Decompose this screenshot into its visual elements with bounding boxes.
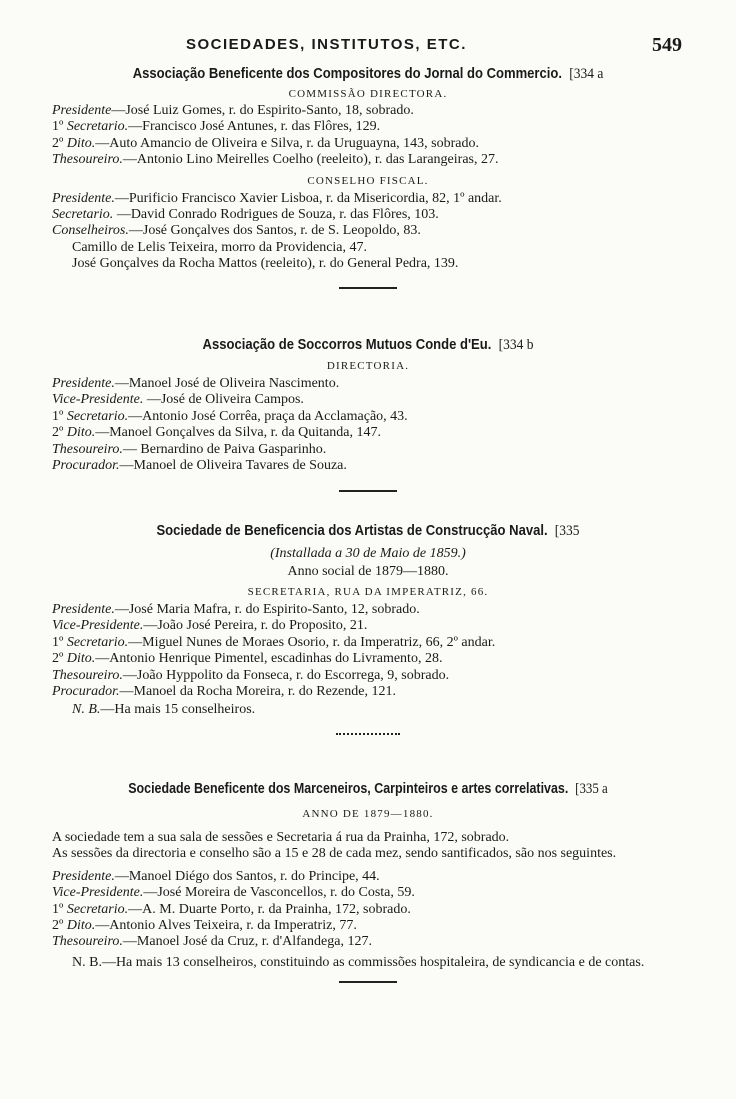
paragraph: As sessões da directoria e conselho são a 15 e 28 de cada mez, sendo santificados, são nos seguintes.: [52, 846, 617, 862]
member-text: José Gonçalves da Rocha Mattos (reeleito), r. do General Pedra, 139.: [72, 256, 459, 272]
social-year: Anno social de 1879—1880.: [287, 564, 449, 579]
member-line: [0, 602, 736, 618]
member-text: —Purificio Francisco Xavier Lisboa, r. da Misericordia, 82, 1º andar.: [114, 190, 502, 206]
role-label: Thesoureiro.: [52, 441, 123, 457]
member-text: —José Gonçalves dos Santos, r. de S. Leopoldo, 83.: [128, 223, 421, 239]
member-line: [0, 458, 736, 474]
role-label: Vice-Presidente.: [52, 885, 144, 901]
member-line: [0, 223, 736, 239]
role-label: Procurador.: [52, 684, 120, 700]
section-conde-deu: [0, 337, 736, 492]
role-label: Secretario.: [66, 901, 129, 917]
role-label: Vice-Presidente.: [52, 392, 144, 408]
member-list: [0, 191, 736, 273]
ordinal-prefix: 1º: [52, 119, 64, 135]
role-label: Dito.: [66, 651, 96, 667]
member-text: Camillo de Lelis Teixeira, morro da Providencia, 47.: [72, 239, 368, 255]
member-text: —Manoel José da Cruz, r. d'Alfandega, 127.: [122, 934, 372, 950]
role-label: Presidente.: [52, 190, 115, 206]
ordinal-prefix: 2º: [52, 135, 64, 151]
ordinal-prefix: 1º: [52, 901, 64, 917]
role-label: Presidente.: [52, 376, 115, 391]
role-label: Dito.: [66, 425, 96, 441]
member-line: [0, 651, 736, 667]
member-line: [0, 152, 736, 168]
role-label: Thesoureiro.: [52, 152, 123, 168]
note-paragraph: N. B.—Ha mais 13 conselheiros, constituindo as commissões hospitaleira, de syndicancia e de contas.: [72, 954, 645, 970]
section-subheading: CONSELHO FISCAL.: [307, 174, 429, 187]
section-title: Sociedade de Beneficencia dos Artistas de Construcção Naval. [335: [156, 523, 580, 539]
member-text: —José de Oliveira Campos.: [143, 392, 304, 408]
member-text: —A. M. Duarte Porto, r. da Prainha, 172, sobrado.: [128, 901, 411, 917]
role-label: Presidente: [52, 103, 112, 118]
member-line: [0, 425, 736, 441]
installed-date: (Installada a 30 de Maio de 1859.): [270, 546, 466, 561]
member-line: [0, 668, 736, 684]
member-text: — Bernardino de Paiva Gasparinho.: [122, 441, 327, 457]
section-divider: [339, 287, 397, 289]
section-subheading: DIRECTORIA.: [326, 360, 410, 372]
member-line: [0, 392, 736, 408]
member-text: —João José Pereira, r. do Proposito, 21.: [143, 618, 368, 634]
member-text: —Manoel José de Oliveira Nascimento.: [114, 376, 340, 391]
section-divider: [339, 981, 397, 983]
role-label: Thesoureiro.: [52, 934, 123, 950]
member-text: —Manoel de Oliveira Tavares de Souza.: [119, 458, 347, 474]
page-number: 549: [652, 34, 682, 56]
member-line: [0, 635, 736, 651]
member-text: —Antonio Alves Teixeira, r. da Imperatriz, 77.: [95, 918, 357, 934]
role-label: Conselheiros.: [52, 223, 129, 239]
member-text: —Miguel Nunes de Moraes Osorio, r. da Imperatriz, 66, 2º andar.: [128, 634, 496, 650]
member-list: [0, 103, 736, 169]
member-line: [0, 869, 736, 885]
section-subheading: COMMISSÃO DIRECTORA.: [288, 88, 448, 100]
section-subheading: ANNO DE 1879—1880.: [302, 808, 434, 820]
section-title: Associação de Soccorros Mutuos Conde d'Eu. [334 b: [202, 337, 534, 353]
member-text: —Manoel Gonçalves da Silva, r. da Quitanda, 147.: [95, 425, 382, 441]
member-text: —Manoel da Rocha Moreira, r. do Rezende, 121.: [119, 684, 396, 700]
member-line: [0, 885, 736, 901]
member-line: [0, 442, 736, 458]
section-compositores: [0, 66, 736, 289]
member-line: [0, 409, 736, 425]
member-line: [0, 684, 736, 700]
ordinal-prefix: 2º: [52, 651, 64, 667]
member-text: —David Conrado Rodrigues de Souza, r. das Flôres, 103.: [113, 207, 439, 223]
role-label: Dito.: [66, 918, 96, 934]
member-line: [0, 376, 736, 392]
member-text: —José Luiz Gomes, r. do Espirito-Santo, 18, sobrado.: [111, 103, 414, 118]
role-label: Secretario.: [66, 408, 129, 424]
member-text: —Auto Amancio de Oliveira e Silva, r. da Uruguayna, 143, sobrado.: [95, 135, 479, 151]
member-line: [0, 191, 736, 207]
member-line: [0, 119, 736, 135]
running-head: SOCIEDADES, INSTITUTOS, ETC.: [186, 36, 467, 53]
section-divider: [339, 490, 397, 492]
member-line: [0, 103, 736, 119]
member-line: [0, 934, 736, 950]
role-label: Presidente.: [52, 868, 115, 884]
section-title: Sociedade Beneficente dos Marceneiros, Carpinteiros e artes correlativas. [335 a: [128, 781, 608, 797]
member-text: —José Maria Mafra, r. do Espirito-Santo, 12, sobrado.: [114, 602, 420, 617]
member-line: [0, 618, 736, 634]
role-label: Secretario.: [66, 634, 129, 650]
role-label: Presidente.: [52, 602, 115, 617]
role-label: Vice-Presidente.: [52, 618, 144, 634]
section-subheading: SECRETARIA, RUA DA IMPERATRIZ, 66.: [247, 586, 489, 598]
member-list: [0, 602, 736, 700]
role-label: Procurador.: [52, 458, 120, 474]
ordinal-prefix: 1º: [52, 634, 64, 650]
member-line: [0, 136, 736, 152]
member-text: —Antonio José Corrêa, praça da Acclamação, 43.: [128, 408, 408, 424]
member-line: [0, 256, 736, 272]
section-marceneiros: [0, 781, 736, 983]
section-divider: [336, 733, 400, 735]
role-label: Secretario.: [66, 119, 129, 135]
role-label: Thesoureiro.: [52, 667, 123, 683]
member-text: —José Moreira de Vasconcellos, r. do Costa, 59.: [143, 885, 415, 901]
member-text: —Antonio Henrique Pimentel, escadinhas do Livramento, 28.: [95, 651, 443, 667]
member-text: —João Hyppolito da Fonseca, r. do Escorrega, 9, sobrado.: [122, 667, 450, 683]
member-text: —Francisco José Antunes, r. das Flôres, 129.: [128, 119, 381, 135]
member-line: [0, 902, 736, 918]
section-construccao-naval: [0, 523, 736, 735]
member-list: [0, 869, 736, 951]
paragraph: A sociedade tem a sua sala de sessões e Secretaria á rua da Prainha, 172, sobrado.: [52, 830, 510, 845]
section-title: Associação Beneficente dos Compositores do Jornal do Commercio. [334 a: [132, 66, 604, 82]
ordinal-prefix: 1º: [52, 408, 64, 424]
role-label: Dito.: [66, 135, 96, 151]
member-list: [0, 376, 736, 474]
ordinal-prefix: 2º: [52, 918, 64, 934]
page-header: [0, 32, 736, 58]
ordinal-prefix: 2º: [52, 425, 64, 441]
member-text: —Manoel Diégo dos Santos, r. do Principe, 44.: [114, 868, 380, 884]
member-text: —Antonio Lino Meirelles Coelho (reeleito), r. das Larangeiras, 27.: [122, 152, 499, 168]
note-line: N. B.—Ha mais 15 conselheiros.: [72, 702, 256, 718]
role-label: Secretario.: [52, 207, 114, 223]
member-line: [0, 918, 736, 934]
member-line: [0, 240, 736, 256]
member-line: [0, 207, 736, 223]
